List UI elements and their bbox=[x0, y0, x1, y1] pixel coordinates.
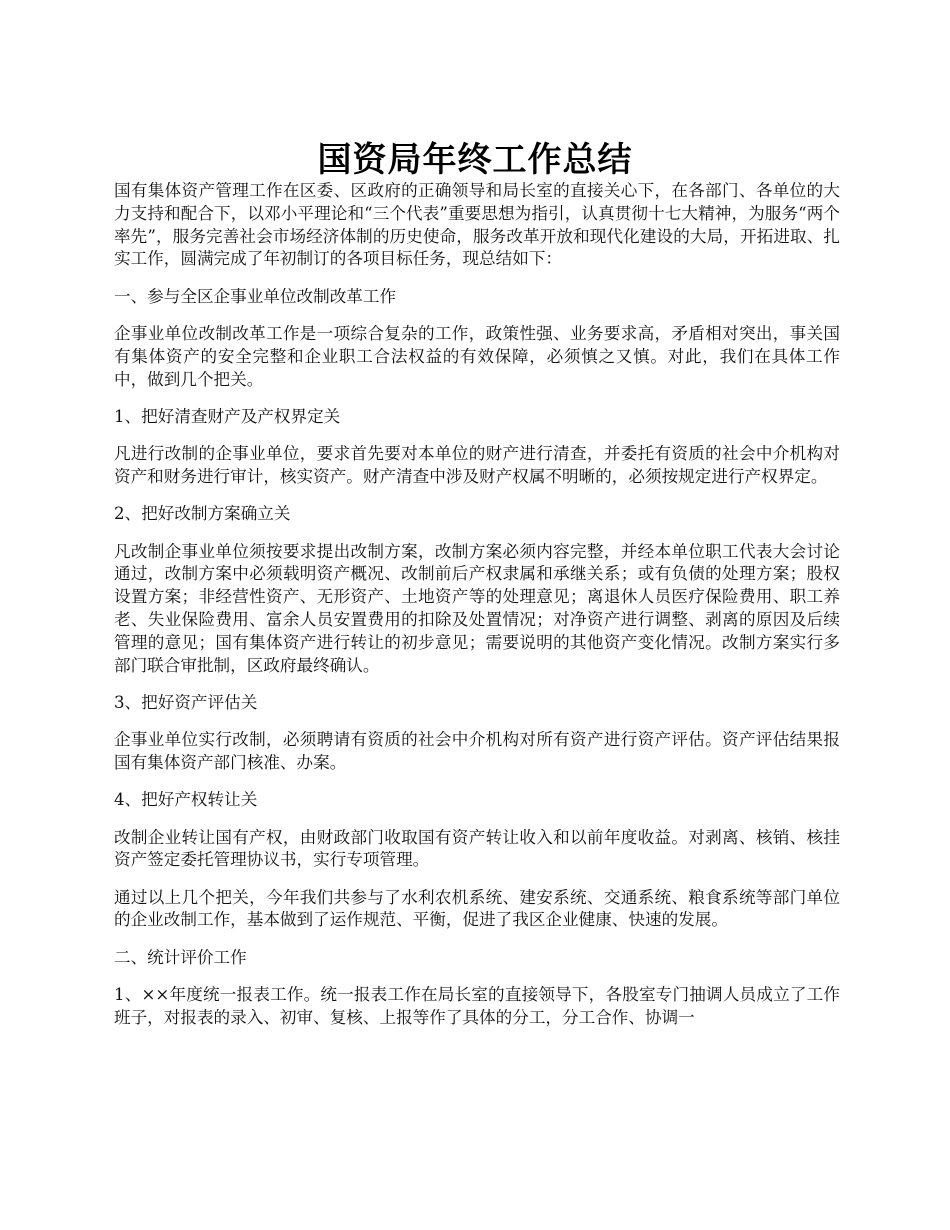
intro-paragraph: 国有集体资产管理工作在区委、区政府的正确领导和局长室的直接关心下，在各部门、各单位的大力支持和配合下，以邓小平理论和“三个代表”重要思想为指引，认真贯彻十七大精神，为服务“两个率先”，服务完善社会市场经济体制的历史使命，服务改革开放和现代化建设的大局，开拓进取、扎实工作，圆满完成了年初制订的各项目标任务，现总结如下： bbox=[114, 181, 840, 269]
subsection-heading: 4、把好产权转让关 bbox=[114, 790, 258, 810]
document-body bbox=[114, 180, 840, 1044]
subsection-heading: 3、把好资产评估关 bbox=[114, 692, 258, 712]
paragraph: 通过以上几个把关，今年我们共参与了水利农机系统、建安系统、交通系统、粮食系统等部门单位的企业改制工作，基本做到了运作规范、平衡，促进了我区企业健康、快速的发展。 bbox=[114, 887, 840, 930]
paragraph: 1、××年度统一报表工作。统一报表工作在局长室的直接领导下，各股室专门抽调人员成立了工作班子，对报表的录入、初审、复核、上报等作了具体的分工，分工合作、协调一 bbox=[114, 985, 840, 1027]
document-title: 国资局年终工作总结 bbox=[317, 139, 633, 180]
subsection-heading: 2、把好改制方案确立关 bbox=[114, 504, 291, 524]
paragraph: 企事业单位改制改革工作是一项综合复杂的工作，政策性强、业务要求高，矛盾相对突出，事关国有集体资产的安全完整和企业职工合法权益的有效保障，必须慎之又慎。对此，我们在具体工作中，做到几个把关。 bbox=[114, 323, 840, 389]
paragraph: 改制企业转让国有产权，由财政部门收取国有资产转让收入和以前年度收益。对剥离、核销、核挂资产签定委托管理协议书，实行专项管理。 bbox=[114, 827, 840, 870]
paragraph: 企事业单位实行改制，必须聘请有资质的社会中介机构对所有资产进行资产评估。资产评估结果报国有集体资产部门核准、办案。 bbox=[114, 730, 840, 772]
section-heading-2: 二、统计评价工作 bbox=[114, 947, 247, 967]
section-heading-1: 一、参与全区企事业单位改制改革工作 bbox=[114, 286, 397, 306]
paragraph: 凡改制企事业单位须按要求提出改制方案，改制方案必须内容完整，并经本单位职工代表大会讨论通过，改制方案中必须载明资产概况、改制前后产权隶属和承继关系；或有负债的处理方案；股权设置方案；非经营性资产、无形资产、土地资产等的处理意见；离退休人员医疗保险费用、职工养老、失业保险费用、富余人员安置费用的扣除及处置情况；对净资产进行调整、剥离的原因及后续管理的意见；国有集体资产进行转让的初步意见；需要说明的其他资产变化情况。改制方案实行多部门联合审批制，区政府最终确认。 bbox=[114, 541, 840, 675]
subsection-heading: 1、把好清查财产及产权界定关 bbox=[114, 406, 341, 426]
paragraph: 凡进行改制的企事业单位，要求首先要对本单位的财产进行清查，并委托有资质的社会中介机构对资产和财务进行审计，核实资产。财产清查中涉及财产权属不明晰的，必须按规定进行产权界定。 bbox=[114, 444, 840, 486]
